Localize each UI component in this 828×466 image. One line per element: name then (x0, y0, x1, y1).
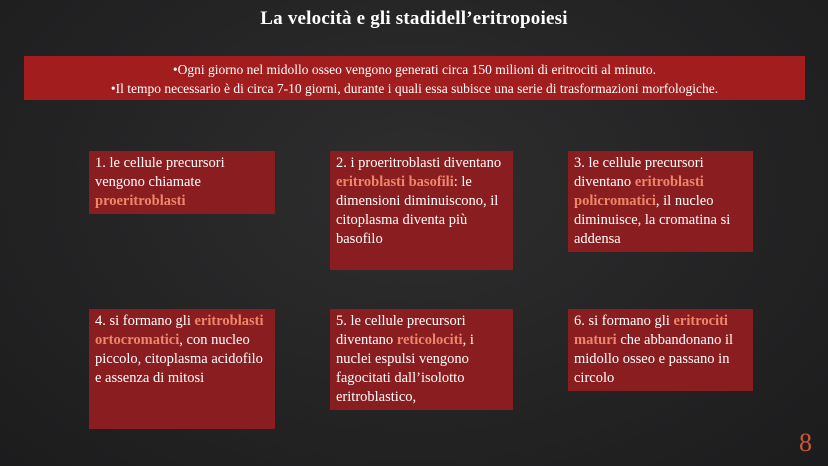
stage-highlight: proeritroblasti (95, 193, 186, 209)
stage-box-1 (89, 151, 275, 214)
intro-banner (24, 56, 805, 100)
slide-title: La velocità e gli stadidell’eritropoiesi (260, 8, 568, 29)
stage-highlight: eritroblasti basofili (336, 174, 454, 190)
stage-highlight: eritroblasti policromatici (574, 174, 704, 209)
stage-text: , i nuclei espulsi vengono fagocitati dall’isolotto eritroblastico, (336, 332, 474, 405)
stage-highlight: reticolociti (396, 332, 463, 348)
stage-text: 4. si formano gli (95, 313, 195, 329)
stage-box-5 (330, 309, 513, 410)
stage-text: , con nucleo piccolo, citoplasma acidofilo e assenza di mitosi (95, 332, 263, 386)
stage-text: 2. i proeritroblasti diventano (336, 155, 502, 171)
banner-line-2: •Il tempo necessario è di circa 7-10 giorni, durante i quali essa subisce una serie di trasformazioni morfologiche. (110, 81, 719, 96)
stage-text: 5. le cellule precursori diventano (336, 313, 466, 348)
stage-text: 1. le cellule precursori vengono chiamate (95, 155, 225, 190)
stage-box-4 (89, 309, 275, 429)
stage-box-2 (330, 151, 513, 270)
page-number: 8 (799, 428, 812, 457)
stage-text: 6. si formano gli (574, 313, 674, 329)
stage-highlight: eritroblasti ortocromatici (95, 313, 264, 348)
stage-text: che abbandonano il midollo osseo e passano in circolo (574, 332, 734, 386)
stage-text: 3. le cellule precursori diventano (574, 155, 704, 190)
stage-box-6 (568, 309, 753, 391)
stage-text: : le dimensioni diminuiscono, il citoplasma diventa più basofilo (336, 174, 499, 247)
stage-box-3 (568, 151, 753, 252)
banner-line-1: •Ogni giorno nel midollo osseo vengono generati circa 150 milioni di eritrociti al minuto. (172, 62, 657, 77)
stage-highlight: eritrociti maturi (574, 313, 728, 348)
stage-text: , il nucleo diminuisce, la cromatina si addensa (574, 193, 731, 247)
